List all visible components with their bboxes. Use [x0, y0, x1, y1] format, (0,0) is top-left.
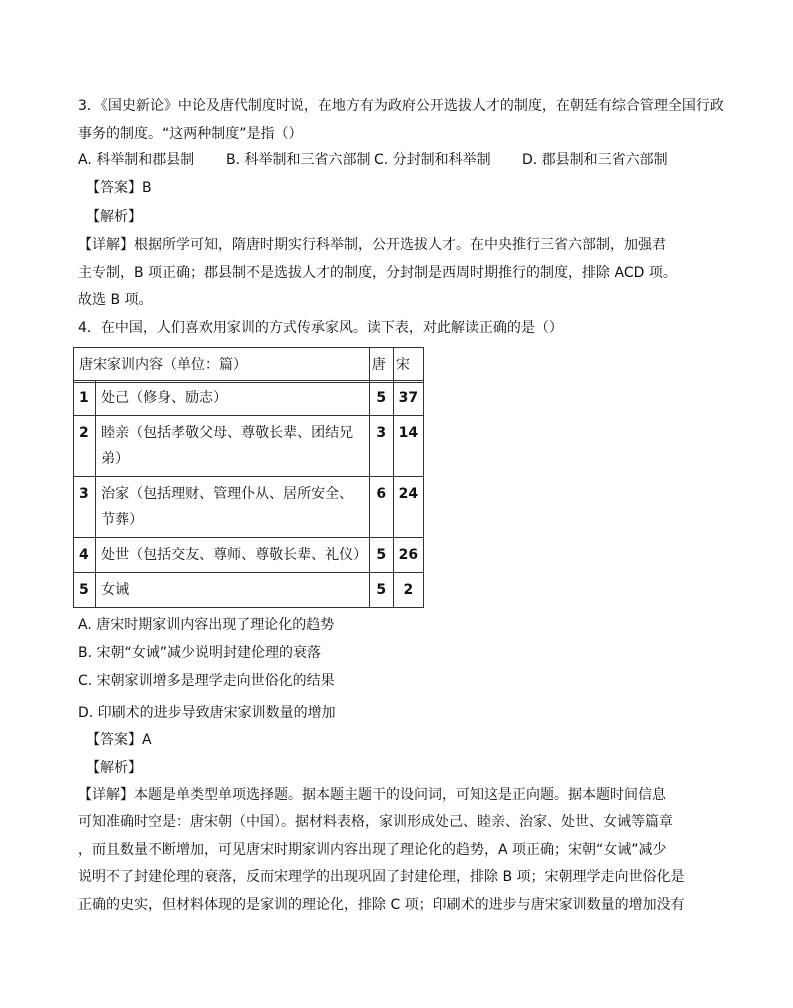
row-tang-value: 5 [369, 538, 393, 573]
row-content: 处己（修身、励志） [96, 381, 370, 416]
q4-answer: 【答案】A [86, 732, 152, 748]
q3-option-d: D. 郡县制和三省六部制 [522, 152, 668, 168]
q4-stem: 4．在中国，人们喜欢用家训的方式传承家风。读下表，对此解读正确的是（） [78, 320, 563, 336]
row-tang-value: 5 [369, 381, 393, 416]
row-number: 1 [74, 381, 96, 416]
row-number: 2 [74, 416, 96, 477]
row-tang-value: 5 [369, 573, 393, 608]
q3-analysis-label: 【解析】 [86, 209, 142, 225]
table-row [74, 381, 424, 416]
row-song-value: 24 [393, 477, 423, 538]
q3-detail-line3: 故选 B 项。 [78, 292, 153, 308]
q4-analysis-label: 【解析】 [86, 760, 142, 776]
q4-option-a: A. 唐宋时期家训内容出现了理论化的趋势 [78, 617, 335, 633]
table-header-song: 宋 [393, 348, 423, 383]
q4-data-table [73, 347, 424, 383]
table-header-row [74, 348, 424, 383]
q3-stem-line2: 事务的制度。“这两种制度”是指（） [78, 126, 303, 142]
q3-option-a: A. 科举制和郡县制 [78, 152, 195, 168]
row-song-value: 26 [393, 538, 423, 573]
row-number: 5 [74, 573, 96, 608]
table-row [74, 538, 424, 573]
q3-option-c: C. 分封制和科举制 [374, 152, 491, 168]
q3-option-b: B. 科举制和三省六部制 [226, 152, 371, 168]
row-content: 睦亲（包括孝敬父母、尊敬长辈、团结兄弟） [96, 416, 370, 477]
row-number: 4 [74, 538, 96, 573]
q4-option-d: D. 印刷术的进步导致唐宋家训数量的增加 [78, 705, 336, 721]
row-song-value: 37 [393, 381, 423, 416]
q4-detail-line2: 可知准确时空是：唐宋朝（中国）。据材料表格，家训形成处己、睦亲、治家、处世、女诫等篇章 [78, 814, 673, 830]
q4-detail-line1: 【详解】本题是单类型单项选择题。据本题主题干的设问词，可知这是正向题。据本题时间信息 [78, 787, 666, 803]
q4-option-b: B. 宋朝“女诫”减少说明封建伦理的衰落 [78, 645, 322, 661]
q4-table-body [73, 380, 424, 608]
q4-detail-line4: 说明不了封建伦理的衰落，反而宋理学的出现巩固了封建伦理，排除 B 项；宋朝理学走向世俗化是 [78, 869, 685, 885]
row-song-value: 2 [393, 573, 423, 608]
table-row [74, 573, 424, 608]
table-header-content: 唐宋家训内容（单位：篇） [74, 348, 370, 383]
row-content: 治家（包括理财、管理仆从、居所安全、节葬） [96, 477, 370, 538]
q3-detail-line2: 主专制，B 项正确；郡县制不是选拔人才的制度，分封制是西周时期推行的制度，排除 ACD 项。 [78, 265, 677, 281]
row-content: 女诫 [96, 573, 370, 608]
table-header-tang: 唐 [369, 348, 393, 383]
q3-detail-line1: 【详解】根据所学可知，隋唐时期实行科举制，公开选拔人才。在中央推行三省六部制，加强君 [78, 237, 666, 253]
q4-detail-line5: 正确的史实，但材料体现的是家训的理论化，排除 C 项；印刷术的进步与唐宋家训数量的增加没有 [78, 897, 685, 913]
row-content: 处世（包括交友、尊师、尊敬长辈、礼仪） [96, 538, 370, 573]
row-number: 3 [74, 477, 96, 538]
q4-detail-line3: ，而且数量不断增加，可见唐宋时期家训内容出现了理论化的趋势，A 项正确；宋朝“女诫”减少 [78, 842, 667, 858]
row-song-value: 14 [393, 416, 423, 477]
row-tang-value: 3 [369, 416, 393, 477]
q3-stem-line1: 3．《国史新论》中论及唐代制度时说，在地方有为政府公开选拔人才的制度，在朝廷有综合管理全国行政 [78, 98, 724, 114]
row-tang-value: 6 [369, 477, 393, 538]
q4-option-c: C. 宋朝家训增多是理学走向世俗化的结果 [78, 673, 335, 689]
q3-answer: 【答案】B [86, 180, 152, 196]
table-row [74, 477, 424, 538]
table-row [74, 416, 424, 477]
